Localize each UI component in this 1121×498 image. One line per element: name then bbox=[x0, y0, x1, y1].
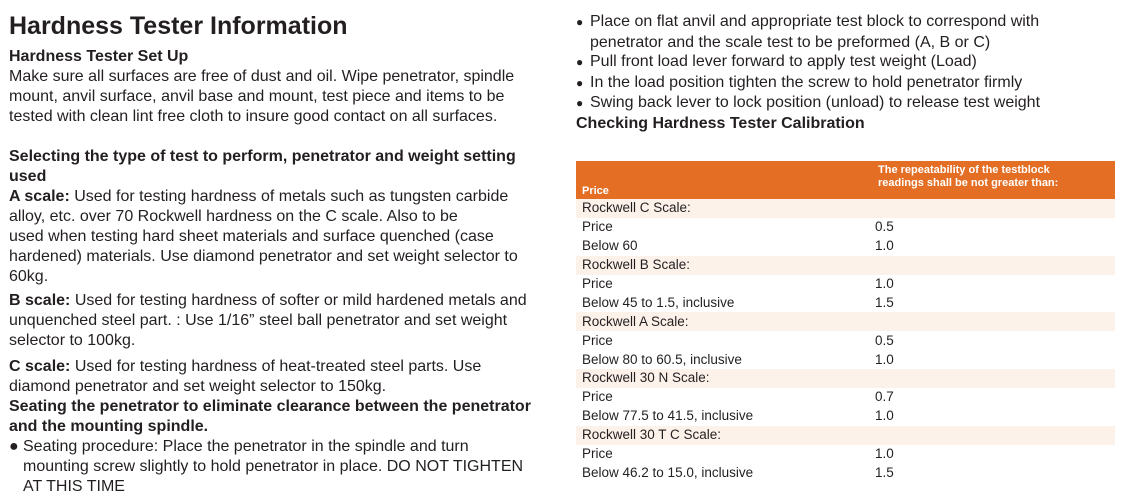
table-cell-value bbox=[872, 312, 1115, 331]
table-cell-label: Price bbox=[582, 276, 613, 291]
b-scale-line: unquenched steel part. : Use 1/16” steel ball penetrator and set weight bbox=[9, 312, 508, 329]
page-title: Hardness Tester Information bbox=[9, 12, 348, 40]
a-scale-text: Used for testing hardness of metals such as tungsten carbide bbox=[69, 188, 509, 205]
table-cell-label: Below 45 to 1.5, inclusive bbox=[582, 294, 735, 310]
table-cell-value: 1.5 bbox=[875, 294, 894, 310]
table-cell-value: 1.0 bbox=[875, 408, 894, 424]
table-row bbox=[576, 218, 1115, 237]
c-scale-line: diamond penetrator and set weight selector to 150kg. bbox=[9, 378, 387, 395]
b-scale-text: Used for testing hardness of softer or mild hardened metals and bbox=[70, 292, 527, 309]
c-scale-paragraph bbox=[9, 357, 564, 497]
calibration-heading: Checking Hardness Tester Calibration bbox=[576, 114, 865, 132]
a-scale-line: 60kg. bbox=[9, 268, 49, 285]
bullet-icon: ● bbox=[576, 55, 584, 69]
table-cell-value bbox=[872, 199, 1115, 218]
table-category-row bbox=[576, 426, 1115, 445]
table-cell-value bbox=[872, 426, 1115, 445]
table-header-row bbox=[576, 161, 1115, 199]
table-category-row bbox=[576, 312, 1115, 331]
selecting-section bbox=[9, 147, 564, 287]
c-scale-label: C scale: bbox=[9, 358, 71, 375]
table-category-row bbox=[576, 256, 1115, 275]
bullet-icon: ● bbox=[576, 75, 584, 90]
table-cell-value bbox=[872, 256, 1115, 275]
table-cell-value: 1.0 bbox=[875, 238, 894, 254]
a-scale-paragraph bbox=[9, 187, 564, 207]
table-cell-label: Price bbox=[582, 332, 613, 348]
setup-line: tested with clean lint free cloth to insure good contact on all surfaces. bbox=[9, 108, 498, 125]
setup-heading: Hardness Tester Set Up bbox=[9, 48, 189, 65]
column-header-price: Price bbox=[576, 161, 872, 199]
c-scale-text: Used for testing hardness of heat-treated steel parts. Use bbox=[70, 358, 482, 375]
table-cell-label: Rockwell 30 T C Scale: bbox=[576, 426, 872, 445]
setup-section bbox=[9, 47, 564, 127]
a-scale-line: used when testing hard sheet materials and surface quenched (case bbox=[9, 228, 494, 245]
table-cell-value: 0.5 bbox=[875, 332, 894, 348]
seating-bullet-line: AT THIS TIME bbox=[23, 478, 125, 495]
table-row bbox=[576, 237, 1115, 256]
table-cell-value: 1.0 bbox=[875, 276, 894, 291]
setup-line: Make sure all surfaces are free of dust and oil. Wipe penetrator, spindle bbox=[9, 68, 515, 85]
b-scale-line: selector to 100kg. bbox=[9, 332, 136, 349]
table-cell-label: Price bbox=[582, 389, 613, 405]
seating-bullet-line: mounting screw slightly to hold penetrator in place. DO NOT TIGHTEN bbox=[23, 458, 524, 475]
table-row bbox=[576, 275, 1115, 294]
b-scale-paragraph bbox=[9, 291, 564, 351]
table-category-row bbox=[576, 369, 1115, 388]
table-row bbox=[576, 331, 1115, 350]
procedure-bullet: ● Swing back lever to lock position (unload) to release test weight bbox=[576, 93, 1116, 114]
table-cell-label: Price bbox=[582, 219, 613, 235]
a-scale-label: A scale: bbox=[9, 188, 70, 205]
selecting-heading: used bbox=[9, 168, 47, 185]
table-cell-value bbox=[872, 369, 1115, 388]
seating-heading: and the mounting spindle. bbox=[9, 418, 209, 435]
column-header-repeatability: The repeatability of the testblock readings shall be not greater than: bbox=[872, 161, 1115, 199]
table-cell-label: Below 46.2 to 15.0, inclusive bbox=[582, 464, 754, 480]
table-cell-label: Below 80 to 60.5, inclusive bbox=[582, 351, 742, 367]
seating-heading: Seating the penetrator to eliminate clearance between the penetrator bbox=[9, 398, 531, 415]
table-category-row bbox=[576, 199, 1115, 218]
selecting-heading: Selecting the type of test to perform, penetrator and weight setting bbox=[9, 148, 516, 165]
procedure-bullet-line: penetrator and the scale test to be preformed (A, B or C) bbox=[590, 33, 991, 51]
calibration-table bbox=[576, 161, 1115, 482]
b-scale-label: B scale: bbox=[9, 292, 71, 309]
calibration-table-body bbox=[576, 199, 1115, 482]
table-cell-label: Rockwell A Scale: bbox=[576, 312, 872, 331]
table-row bbox=[576, 463, 1115, 482]
table-cell-value: 1.5 bbox=[875, 464, 894, 480]
table-row bbox=[576, 388, 1115, 407]
table-row bbox=[576, 445, 1115, 464]
bullet-icon: ● bbox=[576, 15, 584, 29]
table-cell-label: Below 77.5 to 41.5, inclusive bbox=[582, 408, 754, 424]
table-cell-label: Rockwell C Scale: bbox=[576, 199, 872, 218]
seating-bullet: ● Seating procedure: Place the penetrator in the spindle and turn bbox=[9, 438, 469, 455]
procedure-bullet: ● In the load position tighten the screw to hold penetrator firmly bbox=[576, 73, 1116, 94]
table-row bbox=[576, 407, 1115, 426]
a-scale-line: hardened) materials. Use diamond penetrator and set weight selector to bbox=[9, 248, 518, 265]
bullet-icon: ● bbox=[9, 438, 19, 455]
table-cell-label: Price bbox=[582, 446, 613, 462]
bullet-icon: ● bbox=[576, 96, 584, 110]
a-scale-line: alloy, etc. over 70 Rockwell hardness on the C scale. Also to be bbox=[9, 208, 458, 225]
table-row bbox=[576, 293, 1115, 312]
table-cell-label: Below 60 bbox=[582, 238, 638, 254]
table-cell-value: 0.5 bbox=[875, 219, 894, 235]
table-cell-label: Rockwell B Scale: bbox=[576, 256, 872, 275]
procedure-bullet: ● Pull front load lever forward to apply test weight (Load) bbox=[576, 52, 1116, 73]
procedure-list bbox=[576, 12, 1116, 133]
table-cell-label: Rockwell 30 N Scale: bbox=[576, 369, 872, 388]
setup-line: mount, anvil surface, anvil base and mount, test piece and items to be bbox=[9, 88, 505, 105]
table-cell-value: 0.7 bbox=[875, 389, 894, 405]
table-row bbox=[576, 350, 1115, 369]
table-cell-value: 1.0 bbox=[875, 351, 894, 367]
procedure-bullet: ● Place on flat anvil and appropriate test block to correspond with bbox=[576, 12, 1116, 33]
table-cell-value: 1.0 bbox=[875, 446, 894, 462]
